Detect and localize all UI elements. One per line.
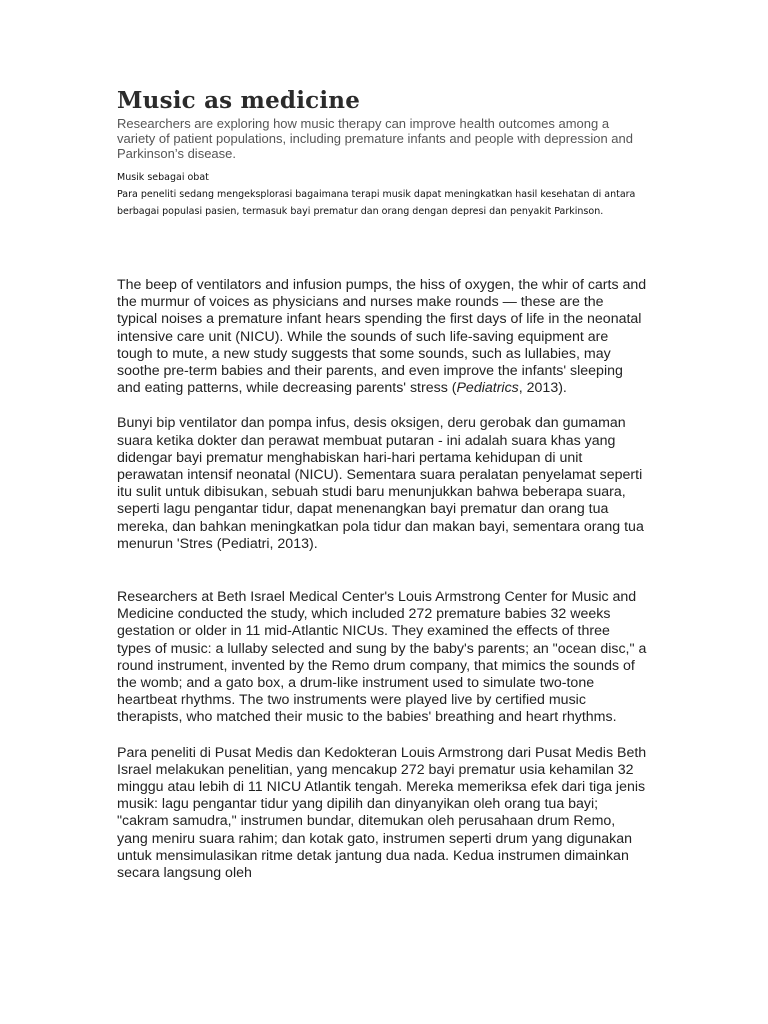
paragraph-1-end: , 2013). bbox=[518, 380, 567, 397]
paragraph-3: Researchers at Beth Israel Medical Center's Louis Armstrong Center for Music and Medicine conducted the study, which included 272 premature babies 32 weeks gestation or older in 11 mid-Atlantic NICUs. They examined the effects of three types of music: a lullaby selected and sung by the baby's parents; an "ocean disc," a round instrument, invented by the Remo drum company, that mimics the sounds of the womb; and a gato box, a drum-like instrument used to simulate two-tone heartbeat rhythms. The two instruments were played live by certified music therapists, who matched their music to the babies' breathing and heart rhythms. bbox=[117, 589, 647, 726]
translated-title: Musik sebagai obat bbox=[117, 172, 209, 183]
journal-citation: Pediatrics bbox=[456, 380, 519, 397]
paragraph-4-translation: Para peneliti di Pusat Medis dan Kedokteran Louis Armstrong dari Pusat Medis Beth Israel melakukan penelitian, yang mencakup 272 bayi prematur usia kehamilan 32 minggu atau lebih di 11 NICU Atlantik tengah. Mereka memeriksa efek dari tiga jenis musik: lagu pengantar tidur yang dipilih dan dinyanyikan oleh orang tua bayi; "cakram samudra," instrumen bundar, ditemukan oleh perusahaan drum Remo, yang meniru suara rahim; dan kotak gato, instrumen seperti drum yang digunakan untuk mensimulasikan ritme detak jantung dua nada. Kedua instrumen dimainkan secara langsung oleh bbox=[117, 744, 647, 882]
paragraph-1 bbox=[117, 277, 647, 397]
translated-subtitle: Para peneliti sedang mengeksplorasi bagaimana terapi musik dapat meningkatkan hasil kesehatan di antara berbagai populasi pasien, termasuk bayi prematur dan orang dengan depresi dan penyakit Parkinson. bbox=[117, 189, 636, 217]
paragraph-2-translation: Bunyi bip ventilator dan pompa infus, desis oksigen, deru gerobak dan gumaman suara ketika dokter dan perawat membuat putaran - ini adalah suara khas yang didengar bayi prematur menghabiskan hari-hari pertama kehidupan di unit perawatan intensif neonatal (NICU). Sementara suara peralatan penyelamat seperti itu sulit untuk dibisukan, sebuah studi baru menunjukkan bahwa beberapa suara, seperti lagu pengantar tidur, dapat menenangkan bayi prematur dan orang tua mereka, dan bahkan meningkatkan pola tidur dan makan bayi, sementara orang tua menurun 'Stres (Pediatri, 2013). bbox=[117, 415, 644, 552]
document-page bbox=[117, 86, 647, 882]
paragraph-1-text: The beep of ventilators and infusion pumps, the hiss of oxygen, the whir of carts and the murmur of voices as physicians and nurses make rounds — these are the typical noises a premature infant hears spending the first days of life in the neonatal intensive care unit (NICU). While the sounds of such life-saving equipment are tough to mute, a new study suggests that some sounds, such as lullabies, may soothe pre-term babies and their parents, and even improve the infants' sleeping and eating patterns, while decreasing parents' stress ( bbox=[117, 277, 647, 397]
article-title: Music as medicine bbox=[117, 87, 361, 114]
article-subtitle: Researchers are exploring how music therapy can improve health outcomes among a variety of patient populations, including premature infants and people with depression and Parkinson’s disease. bbox=[117, 116, 634, 161]
